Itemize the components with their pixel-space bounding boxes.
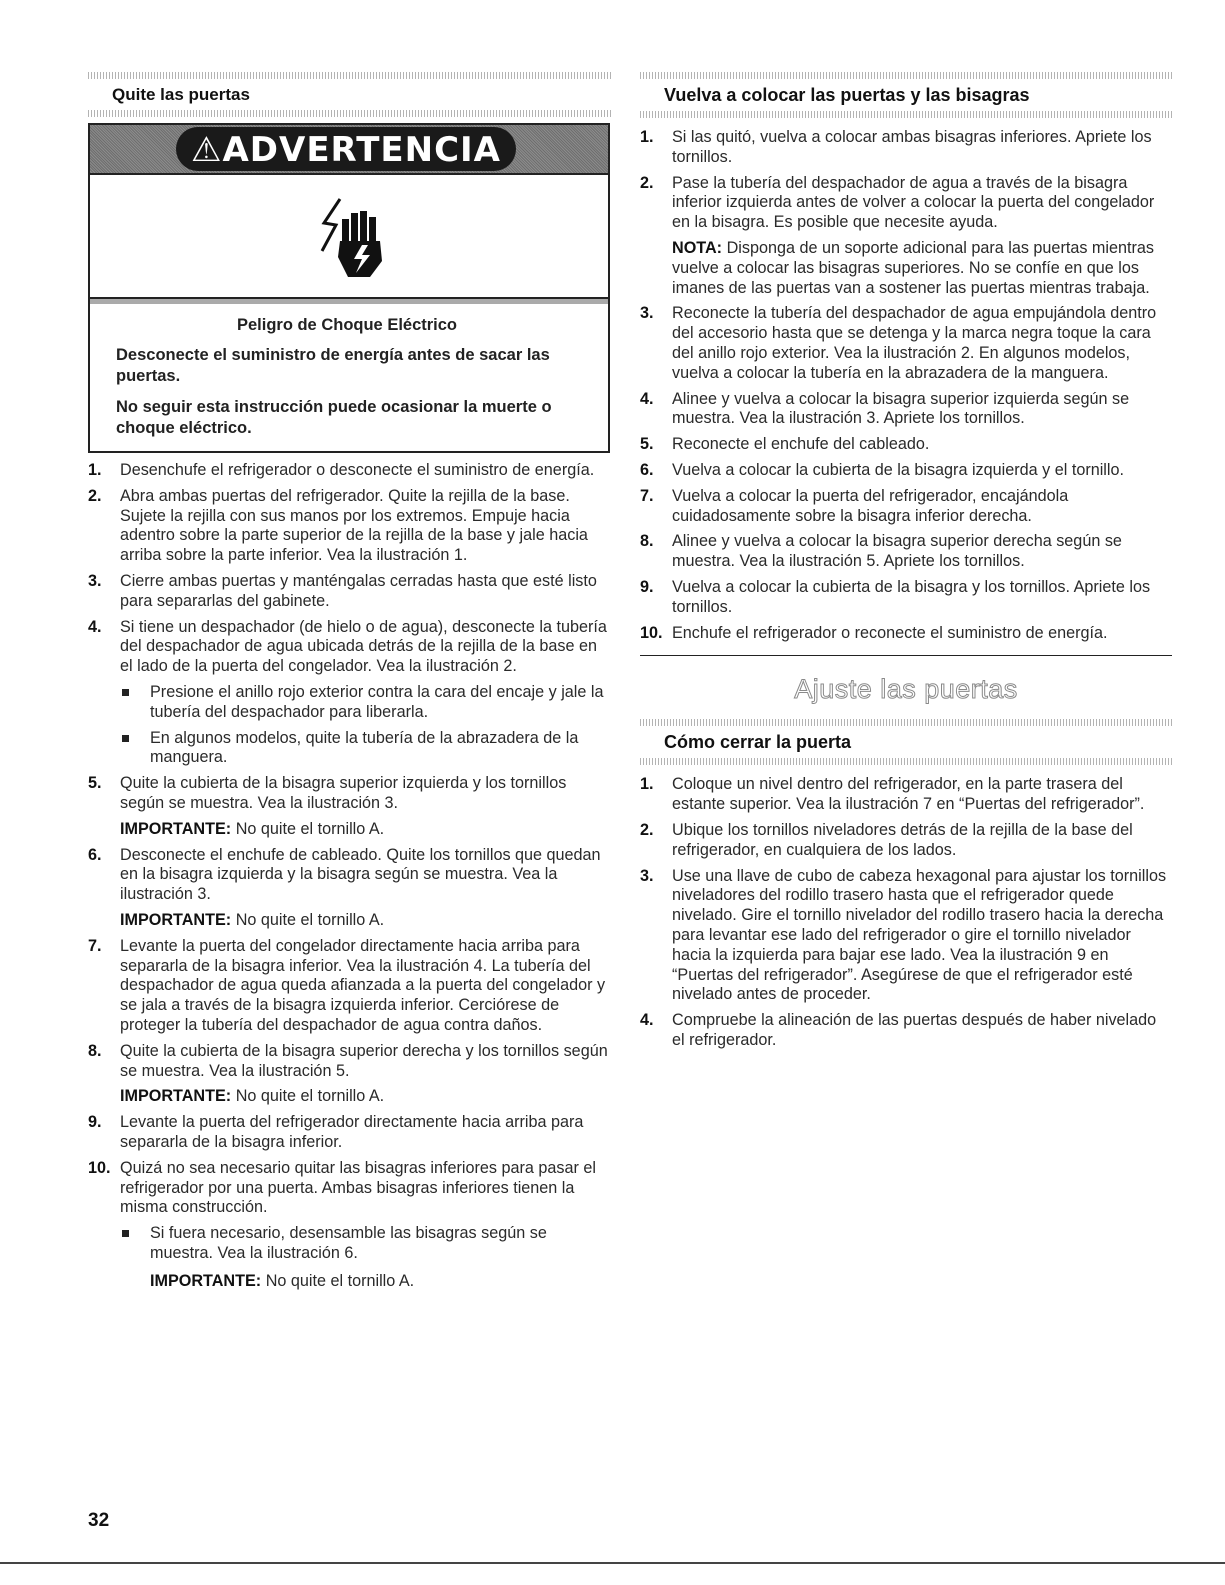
list-item [640, 304, 1172, 383]
warning-body [90, 299, 608, 451]
section-rule [640, 72, 1172, 79]
list-item [640, 461, 1172, 481]
step-text: Alinee y vuelva a colocar la bisagra superior izquierda según se muestra. Vea la ilustración 3. Apriete los tornillos. [672, 389, 1130, 428]
step-number: 1. [88, 461, 102, 479]
bullet-item: En algunos modelos, quite la tubería de la abrazadera de la manguera. [120, 729, 613, 769]
bullet-text: Si fuera necesario, desensamble las bisagras según se muestra. Vea la ilustración 6. [150, 1224, 547, 1262]
step-text: Reconecte la tubería del despachador de agua empujándola dentro del accesorio hasta que se detenga y la marca negra toque la cara del anillo rojo exterior. Vea la ilustración 2. En algunos modelos, vuelva a colocar la tubería en la abrazadera de la manguera. [672, 304, 1157, 382]
note-text: No quite el tornillo A. [235, 910, 385, 929]
step-text: Enchufe el refrigerador o reconecte el suministro de energía. [672, 623, 1108, 642]
section-title-close-door: Cómo cerrar la puerta [664, 732, 852, 753]
step-text: Alinee y vuelva a colocar la bisagra superior derecha según se muestra. Vea la ilustración 5. Apriete los tornillos. [672, 532, 1122, 571]
step-number: 5. [640, 435, 654, 454]
list-item [88, 487, 613, 566]
step-text: Ubique los tornillos niveladores detrás de la rejilla de la base del refrigerador, en cualquiera de los lados. [672, 820, 1133, 859]
note-text: No quite el tornillo A. [235, 1087, 385, 1106]
step-number: 4. [640, 1011, 654, 1030]
bullet-list [120, 683, 613, 768]
step-number: 8. [88, 1041, 102, 1060]
step-number: 1. [640, 775, 654, 794]
list-item [640, 1011, 1172, 1051]
step-text: Vuelva a colocar la cubierta de la bisagra y los tornillos. Apriete los tornillos. [672, 577, 1151, 616]
step-number: 6. [640, 460, 654, 479]
important-note [120, 911, 613, 931]
step-text: Compruebe la alineación de las puertas después de haber nivelado el refrigerador. [672, 1011, 1157, 1049]
electric-shock-hand-icon [302, 189, 402, 285]
step-number: 6. [88, 845, 102, 864]
warning-text-2: No seguir esta instrucción puede ocasionar la muerte o choque eléctrico. [116, 398, 552, 437]
note-text: No quite el tornillo A. [235, 819, 385, 838]
section-rule [88, 72, 613, 79]
list-item [88, 1042, 613, 1107]
bullet-list [120, 1224, 613, 1291]
section-rule [640, 719, 1172, 726]
step-text: Vuelva a colocar la cubierta de la bisagra izquierda y el tornillo. [672, 460, 1125, 479]
warning-label [176, 130, 516, 170]
step-text: Cierre ambas puertas y manténgalas cerradas hasta que esté listo para separarlas del gabinete. [120, 571, 597, 610]
left-column [88, 72, 613, 1297]
note [672, 239, 1172, 298]
right-column [640, 72, 1172, 1057]
step-text: Desenchufe el refrigerador o desconecte el suministro de energía. [120, 461, 595, 479]
step-number: 10. [640, 623, 663, 642]
remove-doors-steps [88, 461, 613, 1291]
step-number: 2. [640, 173, 654, 192]
step-text: Use una llave de cubo de cabeza hexagonal para ajustar los tornillos niveladores del rodillo trasero hasta que el refrigerador quede nivelado. Gire el tornillo nivelador del rodillo trasero hacia la derecha para levantar ese lado del refrigerador o gire el tornillo nivelador hacia la izquierda para bajar ese lado. Vea la ilustración 9 en “Puertas del refrigerador”. Asegúrese de que el refrigerador esté nivelado antes de proceder. [672, 866, 1167, 1004]
step-number: 10. [88, 1158, 111, 1177]
warning-triangle-icon: ⚠ [190, 130, 223, 170]
step-number: 3. [640, 866, 654, 885]
bullet-item [120, 1224, 613, 1291]
important-note [120, 1087, 613, 1107]
section-rule [88, 110, 613, 117]
list-item [640, 821, 1172, 861]
list-item [88, 618, 613, 769]
replace-doors-steps [640, 128, 1172, 643]
warning-label-text: ADVERTENCIA [222, 130, 501, 170]
step-text: Levante la puerta del congelador directamente hacia arriba para separarla de la bisagra inferior. Vea la ilustración 4. La tubería del despachador de agua queda afianzada a la puerta del congelador y se jala a través de la bisagra izquierda inferior. Cerciórese de proteger la tubería del despachador de agua contra daños. [120, 936, 606, 1034]
list-item [88, 846, 613, 931]
step-text: Quite la cubierta de la bisagra superior izquierda y los tornillos según se muestra. Vea la ilustración 3. [120, 774, 567, 812]
list-item [88, 461, 613, 481]
list-item [88, 937, 613, 1036]
step-number: 3. [640, 304, 654, 323]
section-rule [640, 111, 1172, 118]
note-label: IMPORTANTE: [120, 1087, 232, 1106]
step-text: Levante la puerta del refrigerador directamente hacia arriba para separarla de la bisagra inferior. [120, 1113, 584, 1151]
step-number: 7. [640, 486, 654, 505]
step-text: Reconecte el enchufe del cableado. [672, 435, 930, 454]
important-note [120, 820, 613, 840]
step-number: 5. [88, 774, 102, 793]
warning-box [88, 123, 610, 453]
note-label: IMPORTANTE: [150, 1271, 262, 1290]
list-item [640, 128, 1172, 168]
list-item [88, 572, 613, 612]
list-item [640, 624, 1172, 644]
note-label: IMPORTANTE: [120, 819, 232, 838]
note-text: Disponga de un soporte adicional para las puertas mientras vuelve a colocar las bisagras superiores. No se confíe en que los imanes de las puertas van a sostener las puertas mientras trabaja. [672, 238, 1154, 297]
list-item [640, 578, 1172, 618]
list-item [640, 532, 1172, 572]
list-item [88, 1113, 613, 1153]
step-text: Si las quitó, vuelva a colocar ambas bisagras inferiores. Apriete los tornillos. [672, 128, 1152, 166]
step-text: Pase la tubería del despachador de agua a través de la bisagra inferior izquierda antes de volver a colocar la puerta del congelador en la bisagra. Es posible que necesite ayuda. [672, 173, 1155, 232]
step-number: 8. [640, 532, 654, 551]
note-text: No quite el tornillo A. [265, 1271, 415, 1290]
step-text: Vuelva a colocar la puerta del refrigerador, encajándola cuidadosamente sobre la bisagra inferior derecha. [672, 486, 1069, 525]
bullet-item: Presione el anillo rojo exterior contra la cara del encaje y jale la tubería del despachador para liberarla. [120, 683, 613, 723]
step-number: 3. [88, 571, 102, 590]
step-text: Si tiene un despachador (de hielo o de agua), desconecte la tubería del despachador de agua ubicada detrás de la rejilla de la base en el lado de la puerta del congelador. Vea la ilustración 2. [120, 617, 607, 676]
step-text: Desconecte el enchufe de cableado. Quite los tornillos que quedan en la bisagra izquierda y la bisagra según se muestra. Vea la ilustración 3. [120, 845, 601, 904]
list-item [640, 487, 1172, 527]
close-door-steps [640, 775, 1172, 1050]
section-title-remove-doors: Quite las puertas [112, 85, 250, 104]
note-label: IMPORTANTE: [120, 910, 232, 929]
step-number: 4. [640, 389, 654, 408]
step-text: Coloque un nivel dentro del refrigerador, en la parte trasera del estante superior. Vea la ilustración 7 en “Puertas del refrigerador”. [672, 775, 1145, 814]
section-rule [640, 758, 1172, 765]
warning-icon-area [90, 173, 608, 299]
note-label: NOTA: [672, 238, 723, 257]
list-item [640, 435, 1172, 455]
list-item [88, 1159, 613, 1292]
section-title-replace-doors: Vuelva a colocar las puertas y las bisagras [664, 85, 1030, 105]
step-number: 1. [640, 128, 654, 146]
warning-subtitle: Peligro de Choque Eléctrico [236, 316, 458, 334]
warning-text-1: Desconecte el suministro de energía antes de sacar las puertas. [116, 346, 550, 385]
list-item [640, 775, 1172, 815]
list-item [640, 867, 1172, 1006]
important-note [150, 1272, 613, 1292]
step-number: 4. [88, 617, 102, 636]
adjust-doors-heading: Ajuste las puertas [794, 674, 1018, 705]
list-item [88, 774, 613, 839]
step-number: 9. [88, 1113, 102, 1132]
bottom-rule [0, 1562, 1225, 1564]
list-item [640, 390, 1172, 430]
page-number: 32 [88, 1510, 110, 1531]
step-number: 9. [640, 577, 654, 596]
step-text: Quite la cubierta de la bisagra superior derecha y los tornillos según se muestra. Vea la ilustración 5. [120, 1041, 608, 1080]
step-number: 2. [640, 820, 654, 839]
step-number: 7. [88, 936, 102, 955]
warning-header [90, 125, 608, 173]
step-number: 2. [88, 486, 102, 505]
step-text: Abra ambas puertas del refrigerador. Quite la rejilla de la base. Sujete la rejilla con sus manos por los extremos. Empuje hacia adentro sobre la parte superior de la rejilla de la base y jale hacia arriba sobre la parte inferior. Vea la ilustración 1. [120, 486, 588, 565]
step-text: Quizá no sea necesario quitar las bisagras inferiores para pasar el refrigerador por una puerta. Ambas bisagras inferiores tienen la misma construcción. [120, 1158, 596, 1217]
list-item [640, 174, 1172, 299]
